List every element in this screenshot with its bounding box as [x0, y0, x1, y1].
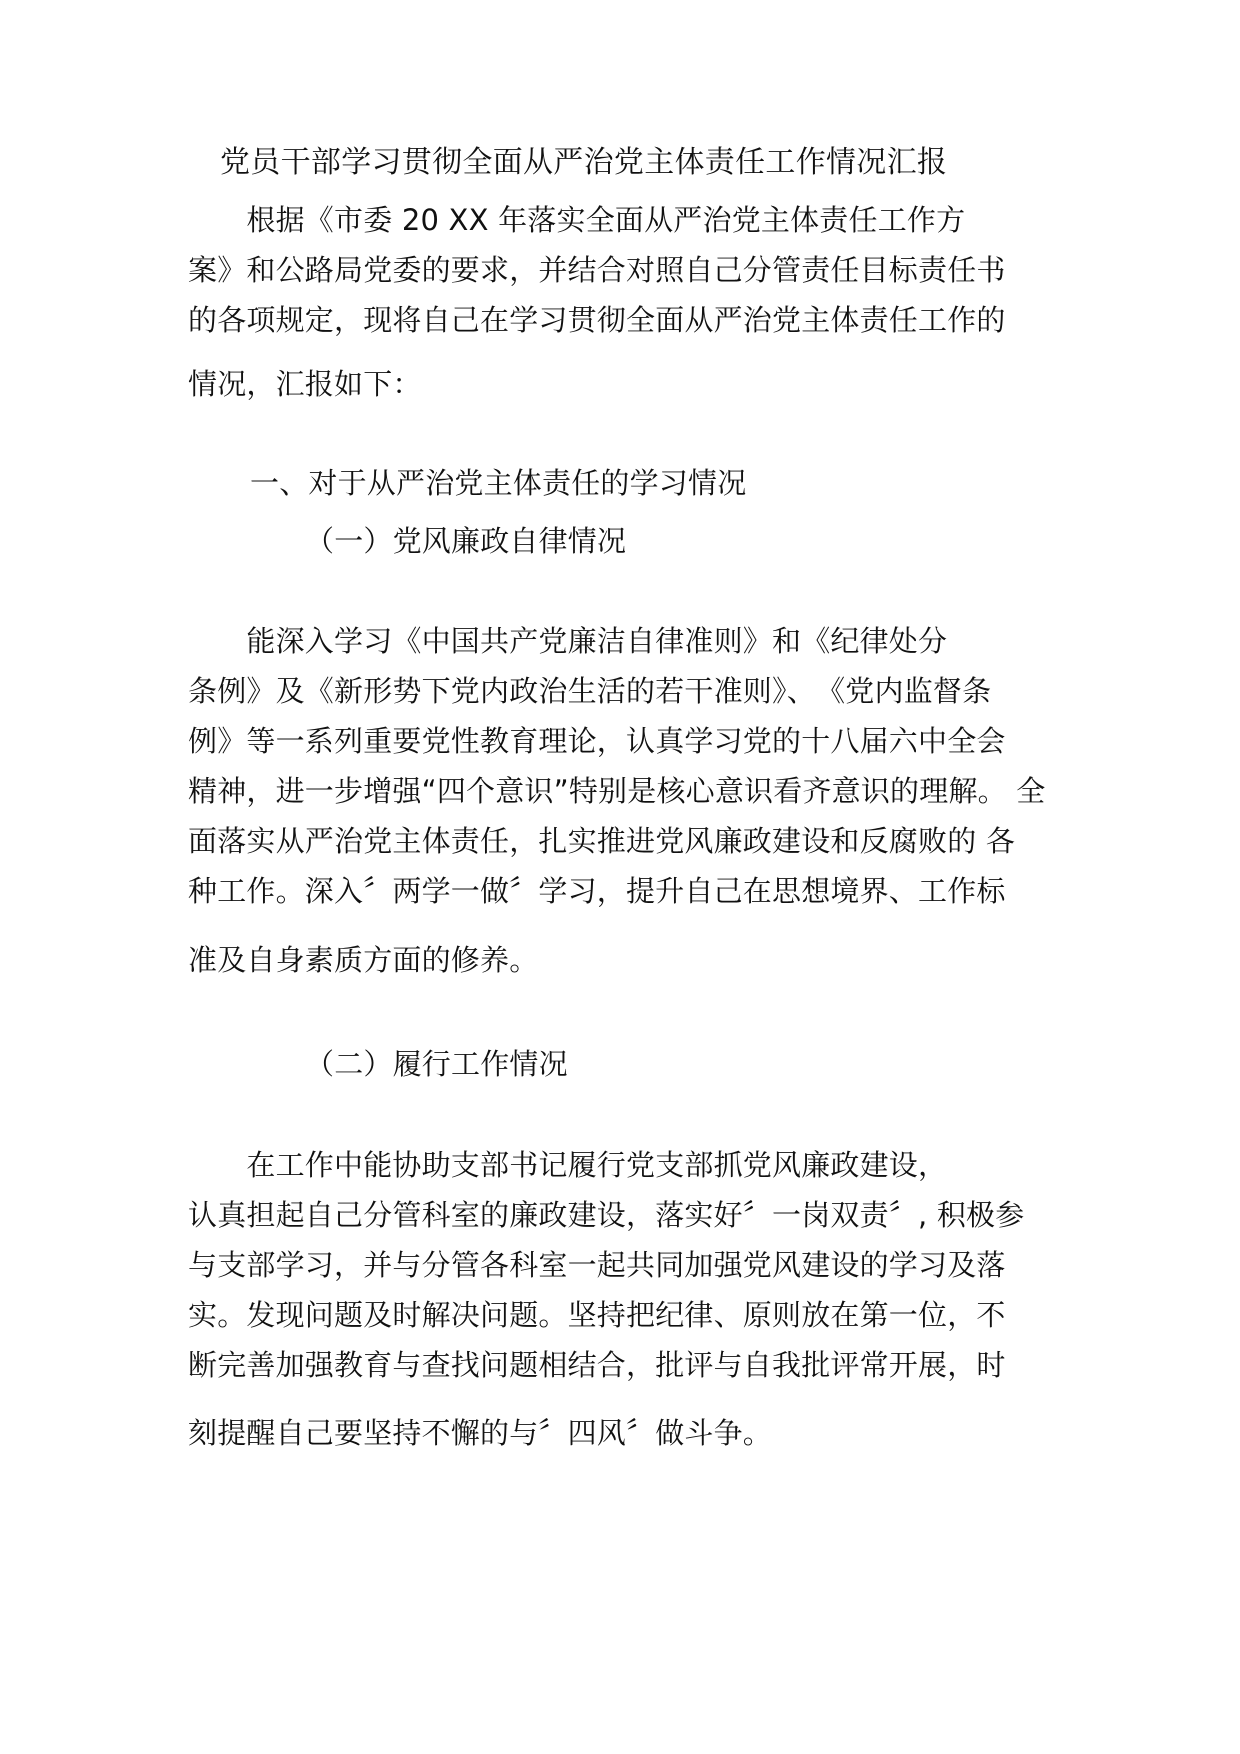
intro-line: 情况，汇报如下：	[188, 367, 422, 401]
paragraph-line: 在工作中能协助支部书记履行党支部抓党风廉政建设，	[188, 1148, 948, 1182]
paragraph-line: 例》等一系列重要党性教育理论，认真学习党的十八届六中全会	[188, 724, 1006, 758]
subsection-heading: （一）党风廉政自律情况	[305, 524, 627, 558]
paragraph-line: 刻提醒自己要坚持不懈的与〞四风〞做斗争。	[188, 1416, 773, 1450]
paragraph-line: 认真担起自己分管科室的廉政建设，落实好〞一岗双责〞, 积极参	[188, 1198, 1025, 1232]
intro-line: 根据《市委 20 XX 年落实全面从严治党主体责任工作方	[188, 203, 966, 237]
intro-line: 案》和公路局党委的要求，并结合对照自己分管责任目标责任书	[188, 253, 1006, 287]
paragraph-line: 断完善加强教育与查找问题相结合，批评与自我批评常开展，时	[188, 1348, 1006, 1382]
paragraph-line: 条例》及《新形势下党内政治生活的若干准则》、 《党内监督条	[188, 674, 992, 708]
paragraph-line: 与支部学习，并与分管各科室一起共同加强党风建设的学习及落	[188, 1248, 1006, 1282]
paragraph-line: 精神，进一步增强“四个意识”特别是核心意识看齐意识的理解。 全	[188, 774, 1046, 808]
intro-line: 的各项规定，现将自己在学习贯彻全面从严治党主体责任工作的	[188, 303, 1006, 337]
paragraph-line: 面落实从严治党主体责任，扎实推进党风廉政建设和反腐败的 各	[188, 824, 1016, 858]
paragraph-line: 能深入学习《中国共产党廉洁自律准则》和《纪律处分	[188, 624, 948, 658]
subsection-heading: （二）履行工作情况	[305, 1047, 568, 1081]
section-heading: 一、对于从严治党主体责任的学习情况	[250, 466, 747, 500]
document-title: 党员干部学习贯彻全面从严治党主体责任工作情况汇报	[220, 145, 948, 180]
paragraph-line: 实。发现问题及时解决问题。坚持把纪律、原则放在第一位，不	[188, 1298, 1006, 1332]
paragraph-line: 种工作。深入〞两学一做〞学习，提升自己在思想境界、工作标	[188, 874, 1006, 908]
paragraph-line: 准及自身素质方面的修养。	[188, 943, 539, 977]
